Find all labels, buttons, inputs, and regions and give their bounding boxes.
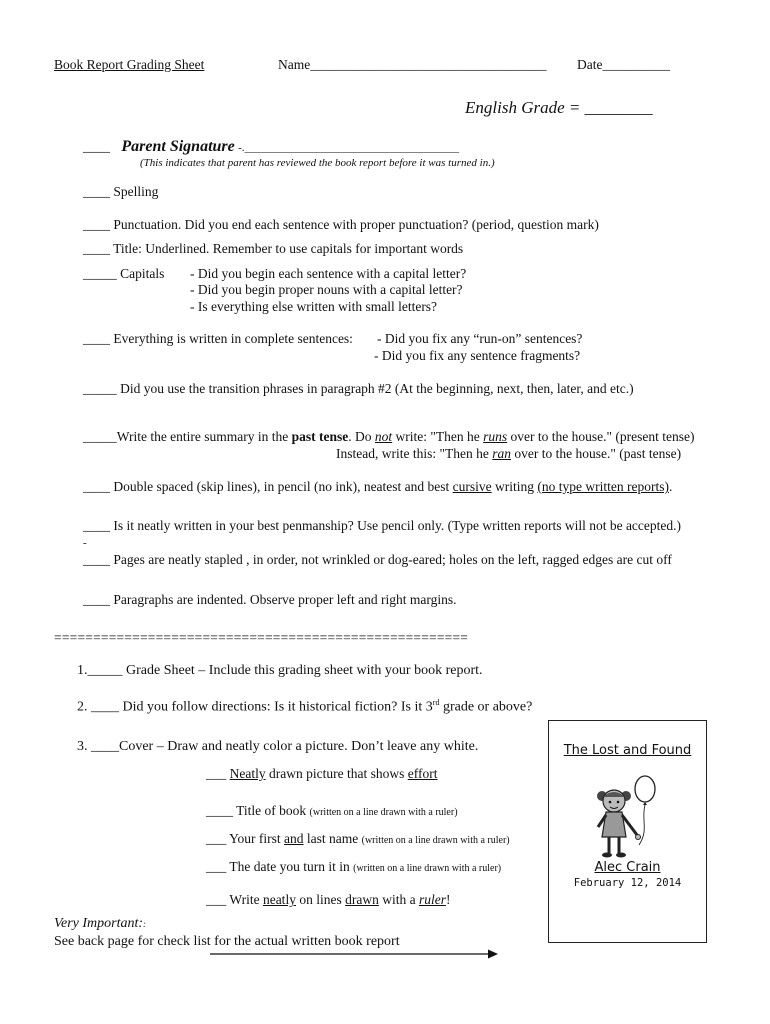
cover-book-title: The Lost and Found [563,743,692,758]
parent-signature-line[interactable] [83,138,459,156]
sample-cover [548,720,707,943]
parent-blank: ____ [83,139,110,154]
directions-item: 2. ____ Did you follow directions: Is it historical fiction? Is it 3rd grade or above? [77,698,533,715]
cover-item: 3. ____Cover – Draw and neatly color a picture. Don’t leave any white. [77,739,479,754]
see-back-note: See back page for check list for the actual written book report [54,934,400,949]
very-important-label: Very Important:: [54,916,147,931]
cover-title-item: ____ Title of book (written on a line drawn with a ruler) [206,803,458,818]
cover-ruler-item: ___ Write neatly on lines drawn with a ruler! [206,892,451,907]
signature-line: -._______________________________________ [238,142,460,154]
capitals-item: _____ Capitals [83,266,165,281]
capitals-q1: - Did you begin each sentence with a capital letter? [190,266,467,281]
neatness-item: ____ Is it neatly written in your best penmanship? Use pencil only. (Type written reports will not be accepted.) [83,518,682,533]
arrow-right-icon [210,948,500,960]
date-field[interactable]: Date__________ [577,57,670,72]
punctuation-item: ____ Punctuation. Did you end each sentence with proper punctuation? (period, question mark) [83,217,599,232]
complete-q2: - Did you fix any sentence fragments? [374,348,581,363]
double-spaced-item: ____ Double spaced (skip lines), in pencil (no ink), neatest and best cursive writing (no type written reports). [83,479,673,494]
paragraphs-item: ____ Paragraphs are indented. Observe proper left and right margins. [83,592,457,607]
parent-note: (This indicates that parent has reviewed the book report before it was turned in.) [140,157,495,169]
stray-mark: - [83,537,87,549]
spelling-item: ____ Spelling [83,184,159,199]
past-tense-item: _____Write the entire summary in the past tense. Do not write: "Then he runs over to the house." (present tense) [83,429,695,444]
grade-sheet-item: 1._____ Grade Sheet – Include this grading sheet with your book report. [77,663,483,678]
capitals-q2: - Did you begin proper nouns with a capital letter? [190,282,463,297]
parent-signature-label: Parent Signature [121,138,235,155]
title-item: ____ Title: Underlined. Remember to use capitals for important words [83,241,464,256]
name-field[interactable]: Name___________________________________ [278,57,547,72]
cover-date: February 12, 2014 [573,877,682,889]
transition-item: _____ Did you use the transition phrases in paragraph #2 (At the beginning, next, then, later, and etc.) [83,381,634,396]
sheet-title: Book Report Grading Sheet [54,57,205,72]
cover-author: Alec Crain [594,860,661,875]
past-tense-example: Instead, write this: "Then he ran over to the house." (past tense) [336,446,682,461]
complete-sentences-item: ____ Everything is written in complete sentences: [83,331,353,346]
cover-name-item: ___ Your first and last name (written on a line drawn with a ruler) [206,831,510,846]
english-grade: English Grade = ________ [465,98,653,117]
pages-item: ____ Pages are neatly stapled , in order, not wrinkled or dog-eared; holes on the left, ragged edges are cut off [83,552,672,567]
divider: ===================================================== [54,630,469,645]
cover-picture-item: ___ Neatly drawn picture that shows effort [206,766,438,781]
girl-with-balloon-illustration [589,775,669,865]
cover-date-item: ___ The date you turn it in (written on a line drawn with a ruler) [206,859,502,874]
complete-q1: - Did you fix any “run-on” sentences? [377,331,583,346]
capitals-q3: - Is everything else written with small letters? [190,299,438,314]
